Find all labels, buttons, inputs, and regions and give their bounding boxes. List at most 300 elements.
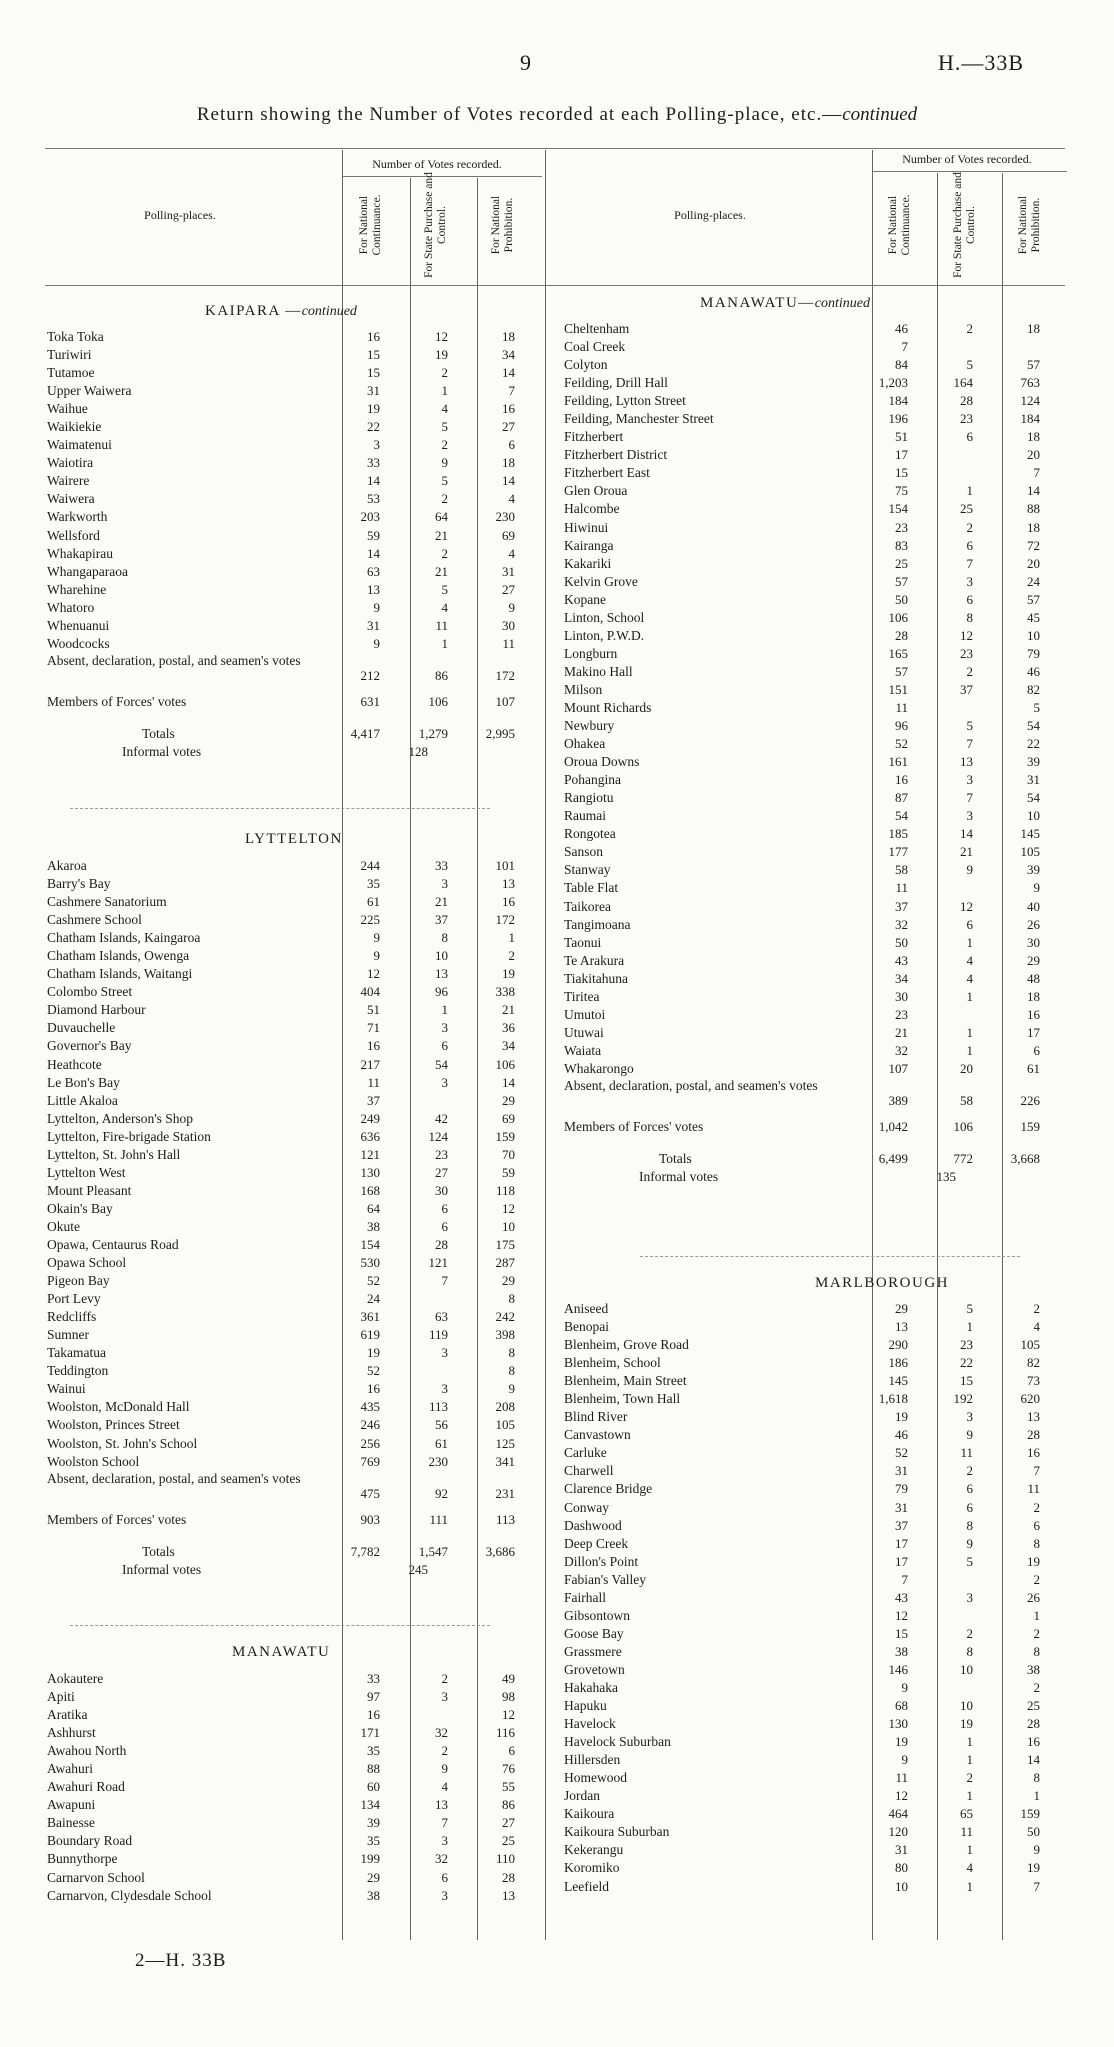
national-prohibition-value: 79 <box>1027 645 1040 661</box>
table-row <box>47 436 537 454</box>
polling-place-name: Milson <box>564 681 603 697</box>
national-continuance-value: 35 <box>367 1743 380 1759</box>
national-prohibition-value: 9 <box>508 599 515 615</box>
national-continuance-value: 17 <box>895 447 908 463</box>
national-continuance-value: 29 <box>367 1869 380 1885</box>
polling-place-name: Woodcocks <box>47 635 110 651</box>
national-prohibition-value: 20 <box>1027 555 1040 571</box>
state-purchase-value: 23 <box>960 411 973 427</box>
national-prohibition-value: 26 <box>1027 1589 1040 1605</box>
national-prohibition-value: 28 <box>502 1869 515 1885</box>
national-continuance-value: 165 <box>888 645 908 661</box>
table-row <box>47 1380 537 1398</box>
national-continuance-value: 19 <box>367 401 380 417</box>
national-continuance-value: 35 <box>367 876 380 892</box>
national-prohibition-value: 172 <box>495 667 515 683</box>
header-col2-right: For State Purchase and Control. <box>952 172 977 278</box>
table-row <box>564 843 1069 861</box>
national-continuance-value: 212 <box>360 667 380 683</box>
national-prohibition-value: 4 <box>1033 1319 1040 1335</box>
polling-place-name: Waiwera <box>47 491 95 507</box>
national-prohibition-value: 82 <box>1027 681 1040 697</box>
state-purchase-value: 12 <box>960 898 973 914</box>
national-continuance-value: 11 <box>895 880 908 896</box>
polling-place-name: Fitzherbert East <box>564 465 650 481</box>
national-prohibition-value: 16 <box>1027 1006 1040 1022</box>
state-purchase-value: 6 <box>966 916 973 932</box>
national-continuance-value: 57 <box>895 663 908 679</box>
table-row <box>47 1218 537 1236</box>
national-prohibition-value: 14 <box>1027 483 1040 499</box>
state-purchase-value: 1 <box>966 934 973 950</box>
national-prohibition-value: 82 <box>1027 1355 1040 1371</box>
table-row <box>47 1290 537 1308</box>
table-row <box>564 681 1069 699</box>
table-row <box>47 947 537 965</box>
table-row <box>47 346 537 364</box>
national-prohibition-value: 4 <box>508 491 515 507</box>
national-prohibition-value: 25 <box>1027 1698 1040 1714</box>
section-title-marlborough: MARLBOROUGH <box>815 1275 950 1291</box>
state-purchase-value: 3 <box>441 1345 448 1361</box>
state-purchase-value: 23 <box>435 1146 448 1162</box>
polling-place-name: Absent, declaration, postal, and seamen's votes <box>47 1470 301 1486</box>
table-row <box>564 1372 1069 1390</box>
polling-place-name: Waiata <box>564 1042 602 1058</box>
state-purchase-value: 6 <box>441 1200 448 1216</box>
table-row <box>47 965 537 983</box>
table-row <box>47 364 537 382</box>
national-prohibition-value: 34 <box>502 347 515 363</box>
polling-place-name: Hakahaka <box>564 1679 618 1695</box>
state-purchase-value: 7 <box>966 790 973 806</box>
polling-place-name: Goose Bay <box>564 1625 624 1641</box>
polling-place-name: Hillersden <box>564 1752 621 1768</box>
polling-place-name: Kairanga <box>564 537 614 553</box>
polling-place-name: Members of Forces' votes <box>47 1511 187 1527</box>
section-divider <box>70 808 490 809</box>
state-purchase-value: 5 <box>966 1301 973 1316</box>
state-purchase-value: 3 <box>966 772 973 788</box>
national-continuance-value: 31 <box>895 1463 908 1479</box>
state-purchase-value: 1 <box>966 1319 973 1335</box>
national-continuance-value: 199 <box>360 1851 380 1867</box>
national-continuance-value: 13 <box>895 1319 908 1335</box>
state-purchase-value: 106 <box>428 693 448 709</box>
national-prohibition-value: 159 <box>1020 1118 1040 1134</box>
table-row <box>564 1787 1069 1805</box>
national-continuance-value: 63 <box>367 563 380 579</box>
national-prohibition-value: 105 <box>495 1417 515 1433</box>
state-purchase-value: 9 <box>441 455 448 471</box>
national-prohibition-value: 1 <box>508 930 515 946</box>
national-prohibition-value: 17 <box>1027 1024 1040 1040</box>
table-row <box>47 929 537 947</box>
national-continuance-value: 50 <box>895 591 908 607</box>
table-row <box>564 1060 1069 1078</box>
polling-place-name: Tiritea <box>564 988 600 1004</box>
kaipara-rows <box>47 328 537 761</box>
table-row <box>47 1019 537 1037</box>
state-purchase-value: 113 <box>428 1399 448 1415</box>
informal-votes-row <box>47 1561 537 1579</box>
polling-place-name: Linton, P.W.D. <box>564 627 645 643</box>
state-purchase-value: 63 <box>435 1309 448 1325</box>
table-row <box>564 320 1069 338</box>
totals-row <box>47 1543 537 1561</box>
polling-place-name: Ohakea <box>564 736 606 752</box>
state-purchase-value: 7 <box>441 1815 448 1831</box>
state-purchase-value: 12 <box>960 627 973 643</box>
totals-label: Totals <box>142 1543 175 1559</box>
state-purchase-value: 19 <box>435 347 448 363</box>
national-prohibition-value: 76 <box>502 1761 515 1777</box>
total-national-continuance: 7,782 <box>350 1543 380 1559</box>
polling-place-name: Pohangina <box>564 772 621 788</box>
national-continuance-value: 53 <box>367 491 380 507</box>
polling-place-name: Canvastown <box>564 1427 631 1443</box>
polling-place-name: Newbury <box>564 718 615 734</box>
polling-place-name: Longburn <box>564 645 618 661</box>
national-prohibition-value: 61 <box>1027 1060 1040 1076</box>
national-prohibition-value: 8 <box>1033 1535 1040 1551</box>
polling-place-name: Havelock Suburban <box>564 1734 671 1750</box>
page-number: 9 <box>520 50 531 75</box>
polling-place-name: Tutamoe <box>47 365 95 381</box>
polling-place-name: Gibsontown <box>564 1607 631 1623</box>
national-prohibition-value: 38 <box>1027 1661 1040 1677</box>
table-row <box>47 1056 537 1074</box>
national-continuance-value: 12 <box>895 1788 908 1804</box>
polling-place-name: Taikorea <box>564 898 612 914</box>
national-prohibition-value: 2 <box>1033 1679 1040 1695</box>
polling-place-name: Coal Creek <box>564 339 626 355</box>
table-row <box>564 591 1069 609</box>
national-prohibition-value: 16 <box>502 894 515 910</box>
header-votes-right: Number of Votes recorded. <box>902 152 1032 166</box>
national-continuance-value: 46 <box>895 1427 908 1443</box>
national-prohibition-value: 10 <box>1027 627 1040 643</box>
national-prohibition-value: 8 <box>1033 1643 1040 1659</box>
state-purchase-value: 21 <box>960 844 973 860</box>
national-prohibition-value: 5 <box>1033 699 1040 715</box>
informal-votes-row <box>564 1168 1069 1186</box>
table-row <box>564 482 1069 500</box>
national-continuance-value: 177 <box>888 844 908 860</box>
national-continuance-value: 59 <box>367 527 380 543</box>
total-national-prohibition: 3,686 <box>485 1543 515 1559</box>
table-row <box>564 410 1069 428</box>
polling-place-name: Dillon's Point <box>564 1553 639 1569</box>
national-prohibition-value: 11 <box>1027 1481 1040 1497</box>
total-state-purchase: 1,279 <box>418 725 448 741</box>
polling-place-name: Dashwood <box>564 1517 622 1533</box>
polling-place-name: Benopai <box>564 1319 609 1335</box>
national-prohibition-value: 231 <box>495 1485 515 1501</box>
table-row <box>47 1416 537 1434</box>
national-prohibition-value: 145 <box>1020 826 1040 842</box>
polling-place-name: Members of Forces' votes <box>47 693 187 709</box>
polling-place-name: Diamond Harbour <box>47 1002 146 1018</box>
national-continuance-value: 404 <box>360 984 380 1000</box>
national-prohibition-value: 6 <box>1033 1042 1040 1058</box>
state-purchase-value: 192 <box>953 1391 973 1407</box>
national-prohibition-value: 6 <box>1033 1517 1040 1533</box>
polling-place-name: Waihue <box>47 401 88 417</box>
national-prohibition-value: 14 <box>502 1074 515 1090</box>
state-purchase-value: 10 <box>960 1698 973 1714</box>
table-row <box>47 653 537 685</box>
national-continuance-value: 43 <box>895 1589 908 1605</box>
national-prohibition-value: 57 <box>1027 591 1040 607</box>
state-purchase-value: 22 <box>960 1355 973 1371</box>
state-purchase-value: 6 <box>966 429 973 445</box>
state-purchase-value: 1 <box>966 1878 973 1894</box>
national-continuance-value: 68 <box>895 1698 908 1714</box>
table-row <box>47 472 537 490</box>
national-continuance-value: 51 <box>367 1002 380 1018</box>
lyttelton-rows <box>47 857 537 1579</box>
header-col2-left: For State Purchase and Control. <box>423 172 448 278</box>
polling-place-name: Le Bon's Bay <box>47 1074 120 1090</box>
national-continuance-value: 51 <box>895 429 908 445</box>
table-row <box>47 1435 537 1453</box>
state-purchase-value: 37 <box>960 681 973 697</box>
table-row <box>564 1571 1069 1589</box>
national-continuance-value: 19 <box>367 1345 380 1361</box>
polling-place-name: Deep Creek <box>564 1535 629 1551</box>
polling-place-name: Wairere <box>47 473 90 489</box>
national-continuance-value: 9 <box>901 1679 908 1695</box>
polling-place-name: Feilding, Manchester Street <box>564 411 714 427</box>
table-row <box>47 911 537 929</box>
national-prohibition-value: 13 <box>502 1887 515 1903</box>
national-continuance-value: 52 <box>895 1445 908 1461</box>
state-purchase-value: 5 <box>966 718 973 734</box>
national-prohibition-value: 107 <box>495 693 515 709</box>
polling-place-name: Waikiekie <box>47 419 102 435</box>
state-purchase-value: 58 <box>960 1092 973 1108</box>
table-row <box>47 1832 537 1850</box>
state-purchase-value: 92 <box>435 1485 448 1501</box>
totals-row <box>47 725 537 743</box>
state-purchase-value: 1 <box>441 383 448 399</box>
national-prohibition-value: 12 <box>502 1707 515 1723</box>
national-continuance-value: 31 <box>367 617 380 633</box>
state-purchase-value: 30 <box>435 1182 448 1198</box>
table-row <box>564 771 1069 789</box>
national-continuance-value: 3 <box>373 437 380 453</box>
table-row <box>564 1715 1069 1733</box>
header-polling-places-right: Polling-places. <box>674 208 746 222</box>
table-row <box>47 563 537 581</box>
table-row <box>47 1037 537 1055</box>
table-row <box>564 1042 1069 1060</box>
informal-votes-label: Informal votes <box>122 1561 202 1577</box>
national-prohibition-value: 159 <box>1020 1806 1040 1822</box>
header-top-rule <box>45 148 1065 149</box>
national-prohibition-value: 16 <box>1027 1445 1040 1461</box>
national-prohibition-value: 118 <box>495 1182 515 1198</box>
national-continuance-value: 57 <box>895 573 908 589</box>
national-prohibition-value: 1 <box>1033 1607 1040 1623</box>
polling-place-name: Grovetown <box>564 1661 625 1677</box>
state-purchase-value: 6 <box>441 1869 448 1885</box>
table-row <box>564 916 1069 934</box>
state-purchase-value: 6 <box>441 1218 448 1234</box>
table-row <box>564 1300 1069 1318</box>
table-row <box>564 1318 1069 1336</box>
section-divider <box>640 1256 1020 1257</box>
state-purchase-value: 7 <box>441 1273 448 1289</box>
table-row <box>47 1742 537 1760</box>
national-continuance-value: 7 <box>901 1571 908 1587</box>
national-continuance-value: 9 <box>373 635 380 651</box>
national-continuance-value: 58 <box>895 862 908 878</box>
polling-place-name: Waimatenui <box>47 437 112 453</box>
national-prohibition-value: 54 <box>1027 790 1040 806</box>
totals-row <box>564 1150 1069 1168</box>
polling-place-name: Lyttelton, Anderson's Shop <box>47 1110 194 1126</box>
national-prohibition-value: 8 <box>508 1363 515 1379</box>
polling-place-name: Turiwiri <box>47 347 92 363</box>
table-row <box>564 879 1069 897</box>
national-continuance-value: 1,203 <box>878 375 908 391</box>
state-purchase-value: 3 <box>441 1689 448 1705</box>
table-row <box>564 1878 1069 1896</box>
national-prohibition-value: 29 <box>1027 952 1040 968</box>
national-continuance-value: 290 <box>888 1337 908 1353</box>
national-continuance-value: 464 <box>888 1806 908 1822</box>
polling-place-name: Fabian's Valley <box>564 1571 647 1587</box>
table-row <box>564 1769 1069 1787</box>
table-row <box>564 428 1069 446</box>
national-continuance-value: 151 <box>888 681 908 697</box>
state-purchase-value: 11 <box>435 617 448 633</box>
polling-place-name: Takamatua <box>47 1345 107 1361</box>
state-purchase-value: 21 <box>435 563 448 579</box>
informal-votes-value: 135 <box>936 1169 956 1185</box>
national-continuance-value: 52 <box>367 1363 380 1379</box>
national-continuance-value: 43 <box>895 952 908 968</box>
polling-place-name: Barry's Bay <box>47 876 111 892</box>
national-prohibition-value: 4 <box>508 545 515 561</box>
polling-place-name: Feilding, Lytton Street <box>564 393 686 409</box>
national-continuance-value: 196 <box>888 411 908 427</box>
national-prohibition-value: 40 <box>1027 898 1040 914</box>
table-row <box>564 861 1069 879</box>
national-prohibition-value: 8 <box>1033 1770 1040 1786</box>
table-row <box>564 1535 1069 1553</box>
national-continuance-value: 145 <box>888 1373 908 1389</box>
national-continuance-value: 10 <box>895 1878 908 1894</box>
section-title-kaipara: KAIPARA —continued <box>205 303 357 319</box>
national-continuance-value: 31 <box>895 1842 908 1858</box>
national-continuance-value: 37 <box>895 898 908 914</box>
state-purchase-value: 5 <box>441 419 448 435</box>
national-continuance-value: 23 <box>895 1006 908 1022</box>
polling-place-name: Little Akaloa <box>47 1092 118 1108</box>
polling-place-name: Chatham Islands, Owenga <box>47 948 190 964</box>
national-continuance-value: 25 <box>895 555 908 571</box>
polling-place-name: Jordan <box>564 1788 600 1804</box>
national-prohibition-value: 9 <box>508 1381 515 1397</box>
national-continuance-value: 134 <box>360 1797 380 1813</box>
national-continuance-value: 21 <box>895 1024 908 1040</box>
table-row <box>47 1326 537 1344</box>
national-prohibition-value: 48 <box>1027 970 1040 986</box>
total-state-purchase: 772 <box>953 1151 973 1167</box>
table-row <box>564 1661 1069 1679</box>
table-row <box>47 635 537 653</box>
polling-place-name: Table Flat <box>564 880 619 896</box>
national-continuance-value: 33 <box>367 455 380 471</box>
state-purchase-value: 3 <box>966 1589 973 1605</box>
state-purchase-value: 2 <box>966 1463 973 1479</box>
table-row <box>47 328 537 346</box>
polling-place-name: Rongotea <box>564 826 616 842</box>
state-purchase-value: 1 <box>966 1024 973 1040</box>
table-row <box>564 1751 1069 1769</box>
state-purchase-value: 4 <box>966 952 973 968</box>
polling-place-name: Raumai <box>564 808 606 824</box>
national-continuance-value: 30 <box>895 988 908 1004</box>
state-purchase-value: 106 <box>953 1118 973 1134</box>
table-row <box>47 490 537 508</box>
polling-place-name: Sumner <box>47 1327 89 1343</box>
table-row <box>564 1553 1069 1571</box>
table-row <box>564 1499 1069 1517</box>
state-purchase-value: 7 <box>966 736 973 752</box>
marlborough-rows <box>564 1300 1069 1896</box>
table-row <box>47 527 537 545</box>
state-purchase-value: 1 <box>966 1788 973 1804</box>
table-row <box>564 645 1069 663</box>
table-row <box>564 356 1069 374</box>
informal-votes-value: 128 <box>408 743 428 759</box>
national-prohibition-value: 10 <box>1027 808 1040 824</box>
state-purchase-value: 3 <box>441 876 448 892</box>
table-row <box>47 454 537 472</box>
polling-place-name: Kekerangu <box>564 1842 624 1858</box>
national-continuance-value: 106 <box>888 609 908 625</box>
national-prohibition-value: 13 <box>1027 1409 1040 1425</box>
polling-place-name: Woolston, St. John's School <box>47 1435 198 1451</box>
table-row <box>47 1869 537 1887</box>
state-purchase-value: 6 <box>966 1481 973 1497</box>
national-continuance-value: 161 <box>888 754 908 770</box>
national-continuance-value: 631 <box>360 693 380 709</box>
national-continuance-value: 52 <box>367 1273 380 1289</box>
table-row <box>47 1471 537 1503</box>
polling-place-name: Woolston School <box>47 1453 140 1469</box>
national-prohibition-value: 27 <box>502 1815 515 1831</box>
state-purchase-value: 111 <box>429 1511 448 1527</box>
national-continuance-value: 9 <box>901 1752 908 1768</box>
table-row <box>47 1362 537 1380</box>
table-row <box>47 983 537 1001</box>
national-prohibition-value: 230 <box>495 509 515 525</box>
national-continuance-value: 154 <box>360 1236 380 1252</box>
polling-place-name: Leefield <box>564 1878 609 1894</box>
table-row <box>564 699 1069 717</box>
national-continuance-value: 130 <box>888 1716 908 1732</box>
national-continuance-value: 60 <box>367 1779 380 1795</box>
state-purchase-value: 3 <box>966 1409 973 1425</box>
table-row <box>564 1823 1069 1841</box>
table-row <box>47 617 537 635</box>
national-prohibition-value: 159 <box>495 1128 515 1144</box>
